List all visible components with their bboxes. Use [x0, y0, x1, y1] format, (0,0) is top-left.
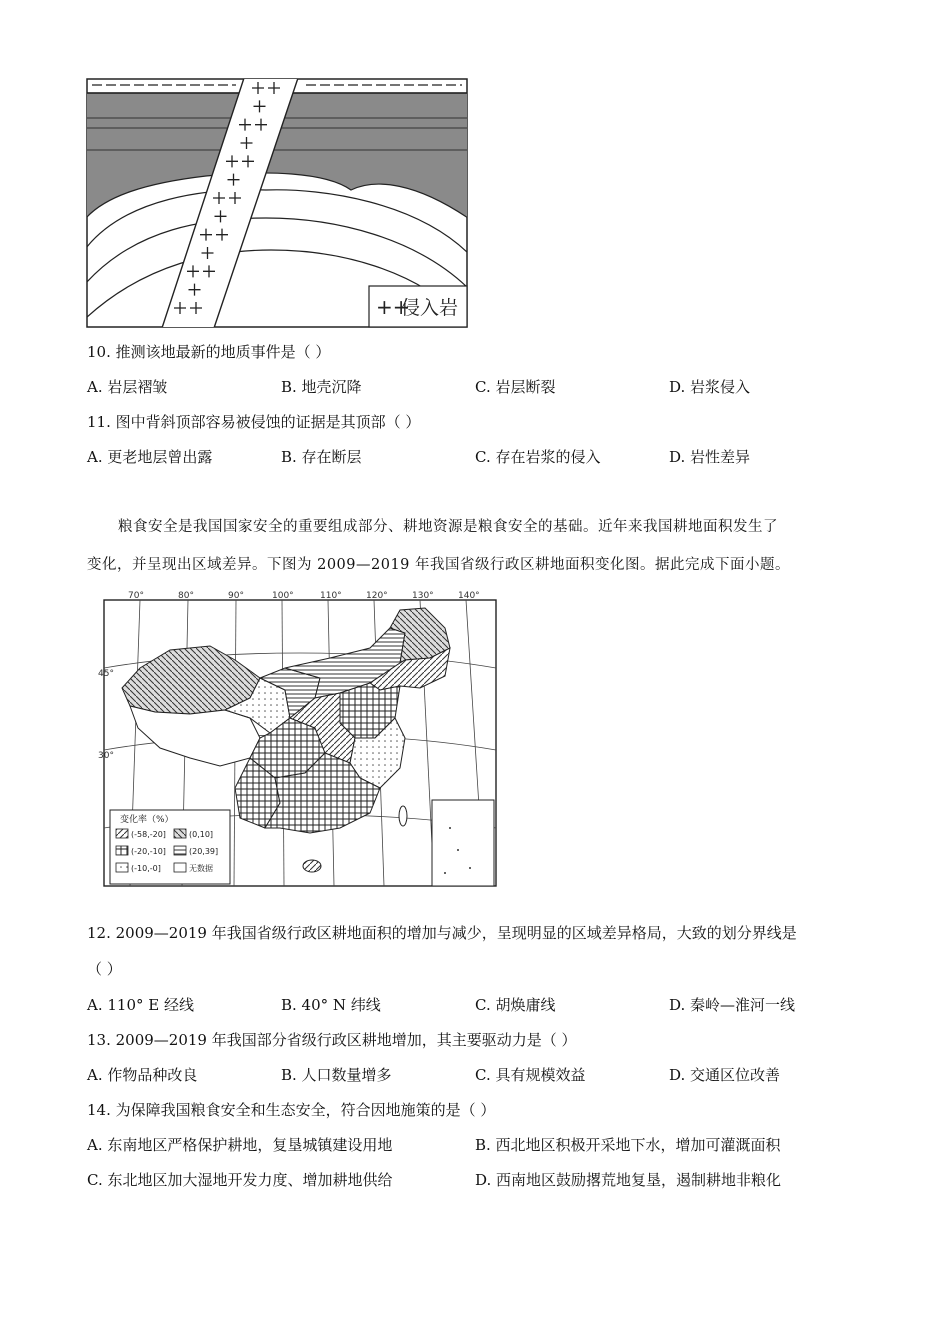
legend-item-4: (20,39] — [189, 847, 219, 856]
lon-70: 70° — [128, 591, 144, 601]
legend-item-6: 无数据 — [189, 864, 213, 873]
question-14-stem: 14. 为保障我国粮食安全和生态安全，符合因地施策的是（ ） — [87, 1101, 496, 1119]
map-legend-title: 变化率（%） — [120, 815, 174, 825]
q12-option-a[interactable]: A. 110° E 经线 — [87, 996, 194, 1014]
legend-item-1: (-58,-20] — [131, 830, 166, 839]
q12-option-b[interactable]: B. 40° N 纬线 — [281, 996, 381, 1014]
question-12-stem-cont: （ ） — [87, 960, 122, 978]
geologic-cross-section — [86, 78, 468, 328]
q12-option-c[interactable]: C. 胡焕庸线 — [475, 996, 556, 1014]
legend-item-2: (0,10] — [189, 830, 214, 839]
q13-option-c[interactable]: C. 具有规模效益 — [475, 1066, 586, 1084]
legend-label: 侵入岩 — [401, 297, 459, 319]
q10-option-c[interactable]: C. 岩层断裂 — [475, 378, 556, 396]
q11-option-b[interactable]: B. 存在断层 — [281, 448, 362, 466]
q13-option-d[interactable]: D. 交通区位改善 — [669, 1066, 781, 1084]
cropland-change-map — [100, 588, 500, 890]
question-10-stem: 10. 推测该地最新的地质事件是（ ） — [87, 343, 331, 361]
lon-80: 80° — [178, 591, 194, 601]
lon-90: 90° — [228, 591, 244, 601]
q13-option-a[interactable]: A. 作物品种改良 — [87, 1066, 198, 1084]
legend-item-5: (-10,-0] — [131, 864, 161, 873]
legend-symbol: ++ — [376, 295, 410, 319]
legend-item-3: (-20,-10] — [131, 847, 166, 856]
q10-option-a[interactable]: A. 岩层褶皱 — [87, 378, 168, 396]
passage-line-2: 变化，并呈现出区域差异。下图为 2009—2019 年我国省级行政区耕地面积变化图。据此完成下面小题。 — [87, 557, 791, 573]
lat-45: 45° — [98, 669, 114, 679]
question-11-stem: 11. 图中背斜顶部容易被侵蚀的证据是其顶部（ ） — [87, 413, 421, 431]
q12-option-d[interactable]: D. 秦岭—淮河一线 — [669, 996, 796, 1014]
q11-option-d[interactable]: D. 岩性差异 — [669, 448, 751, 466]
q13-option-b[interactable]: B. 人口数量增多 — [281, 1066, 392, 1084]
lon-110: 110° — [320, 591, 342, 601]
passage-line-1: 粮食安全是我国国家安全的重要组成部分、耕地资源是粮食安全的基础。近年来我国耕地面积发生了 — [118, 519, 778, 535]
q10-option-d[interactable]: D. 岩浆侵入 — [669, 378, 751, 396]
lon-100: 100° — [272, 591, 294, 601]
q11-option-c[interactable]: C. 存在岩浆的侵入 — [475, 448, 601, 466]
q11-option-a[interactable]: A. 更老地层曾出露 — [87, 448, 213, 466]
q14-option-b[interactable]: B. 西北地区积极开采地下水，增加可灌溉面积 — [475, 1136, 781, 1154]
lon-140: 140° — [458, 591, 480, 601]
q14-option-a[interactable]: A. 东南地区严格保护耕地，复垦城镇建设用地 — [87, 1136, 393, 1154]
lon-120: 120° — [366, 591, 388, 601]
south-china-sea-inset — [432, 800, 494, 886]
map-legend — [110, 810, 230, 884]
lon-130: 130° — [412, 591, 434, 601]
q14-option-c[interactable]: C. 东北地区加大湿地开发力度、增加耕地供给 — [87, 1171, 393, 1189]
lat-30: 30° — [98, 751, 114, 761]
q10-option-b[interactable]: B. 地壳沉降 — [281, 378, 362, 396]
question-13-stem: 13. 2009—2019 年我国部分省级行政区耕地增加，其主要驱动力是（ ） — [87, 1031, 577, 1049]
question-12-stem: 12. 2009—2019 年我国省级行政区耕地面积的增加与减少，呈现明显的区域差异格局，大致的划分界线是 — [87, 924, 797, 942]
q14-option-d[interactable]: D. 西南地区鼓励撂荒地复垦，遏制耕地非粮化 — [475, 1171, 782, 1189]
